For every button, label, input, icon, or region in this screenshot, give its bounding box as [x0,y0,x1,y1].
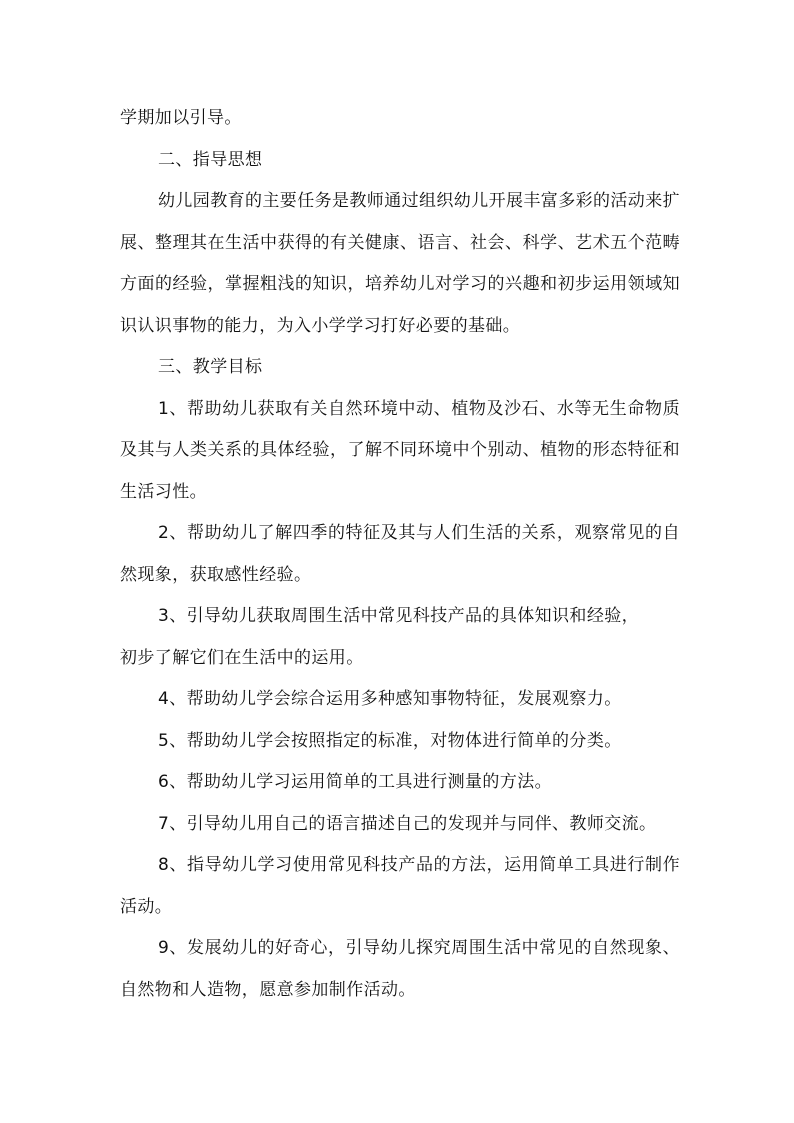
goal-item-1: 1、帮助幼儿获取有关自然环境中动、植物及沙石、水等无生命物质及其与人类关系的具体经验，了解不同环境中个别动、植物的形态特征和生活习性。 [120,398,680,502]
goal-item-6: 6、帮助幼儿学习运用简单的工具进行测量的方法。 [158,772,553,792]
goal-item-3-continuation: 初步了解它们在生活中的运用。 [120,647,364,668]
goal-item-5: 5、帮助幼儿学会按照指定的标准，对物体进行简单的分类。 [158,730,622,751]
section-heading-teaching-goals: 三、教学目标 [158,357,263,377]
goal-item-8: 8、指导幼儿学习使用常见科技产品的方法，运用简单工具进行制作活动。 [120,855,680,917]
goal-item-4: 4、帮助幼儿学会综合运用多种感知事物特征，发展观察力。 [158,689,622,709]
goal-item-9: 9、发展幼儿的好奇心，引导幼儿探究周围生活中常见的自然现象、自然物和人造物，愿意参加制作活动。 [120,938,680,1000]
document-body [120,98,680,1011]
goal-item-7: 7、引导幼儿用自己的语言描述自己的发现并与同伴、教师交流。 [158,813,657,834]
section-heading-guiding-ideology: 二、指导思想 [158,149,263,170]
paragraph-guiding-ideology: 幼儿园教育的主要任务是教师通过组织幼儿开展丰富多彩的活动来扩展、整理其在生活中获得的有关健康、语言、社会、科学、艺术五个范畴方面的经验，掌握粗浅的知识，培养幼儿对学习的兴趣和初步运用领域知识认识事物的能力，为入小学学习打好必要的基础。 [120,191,680,336]
goal-item-2: 2、帮助幼儿了解四季的特征及其与人们生活的关系，观察常见的自然现象，获取感性经验。 [120,523,680,585]
paragraph-continuation: 学期加以引导。 [120,108,242,128]
goal-item-3: 3、引导幼儿获取周围生活中常见科技产品的具体知识和经验， [158,606,640,626]
